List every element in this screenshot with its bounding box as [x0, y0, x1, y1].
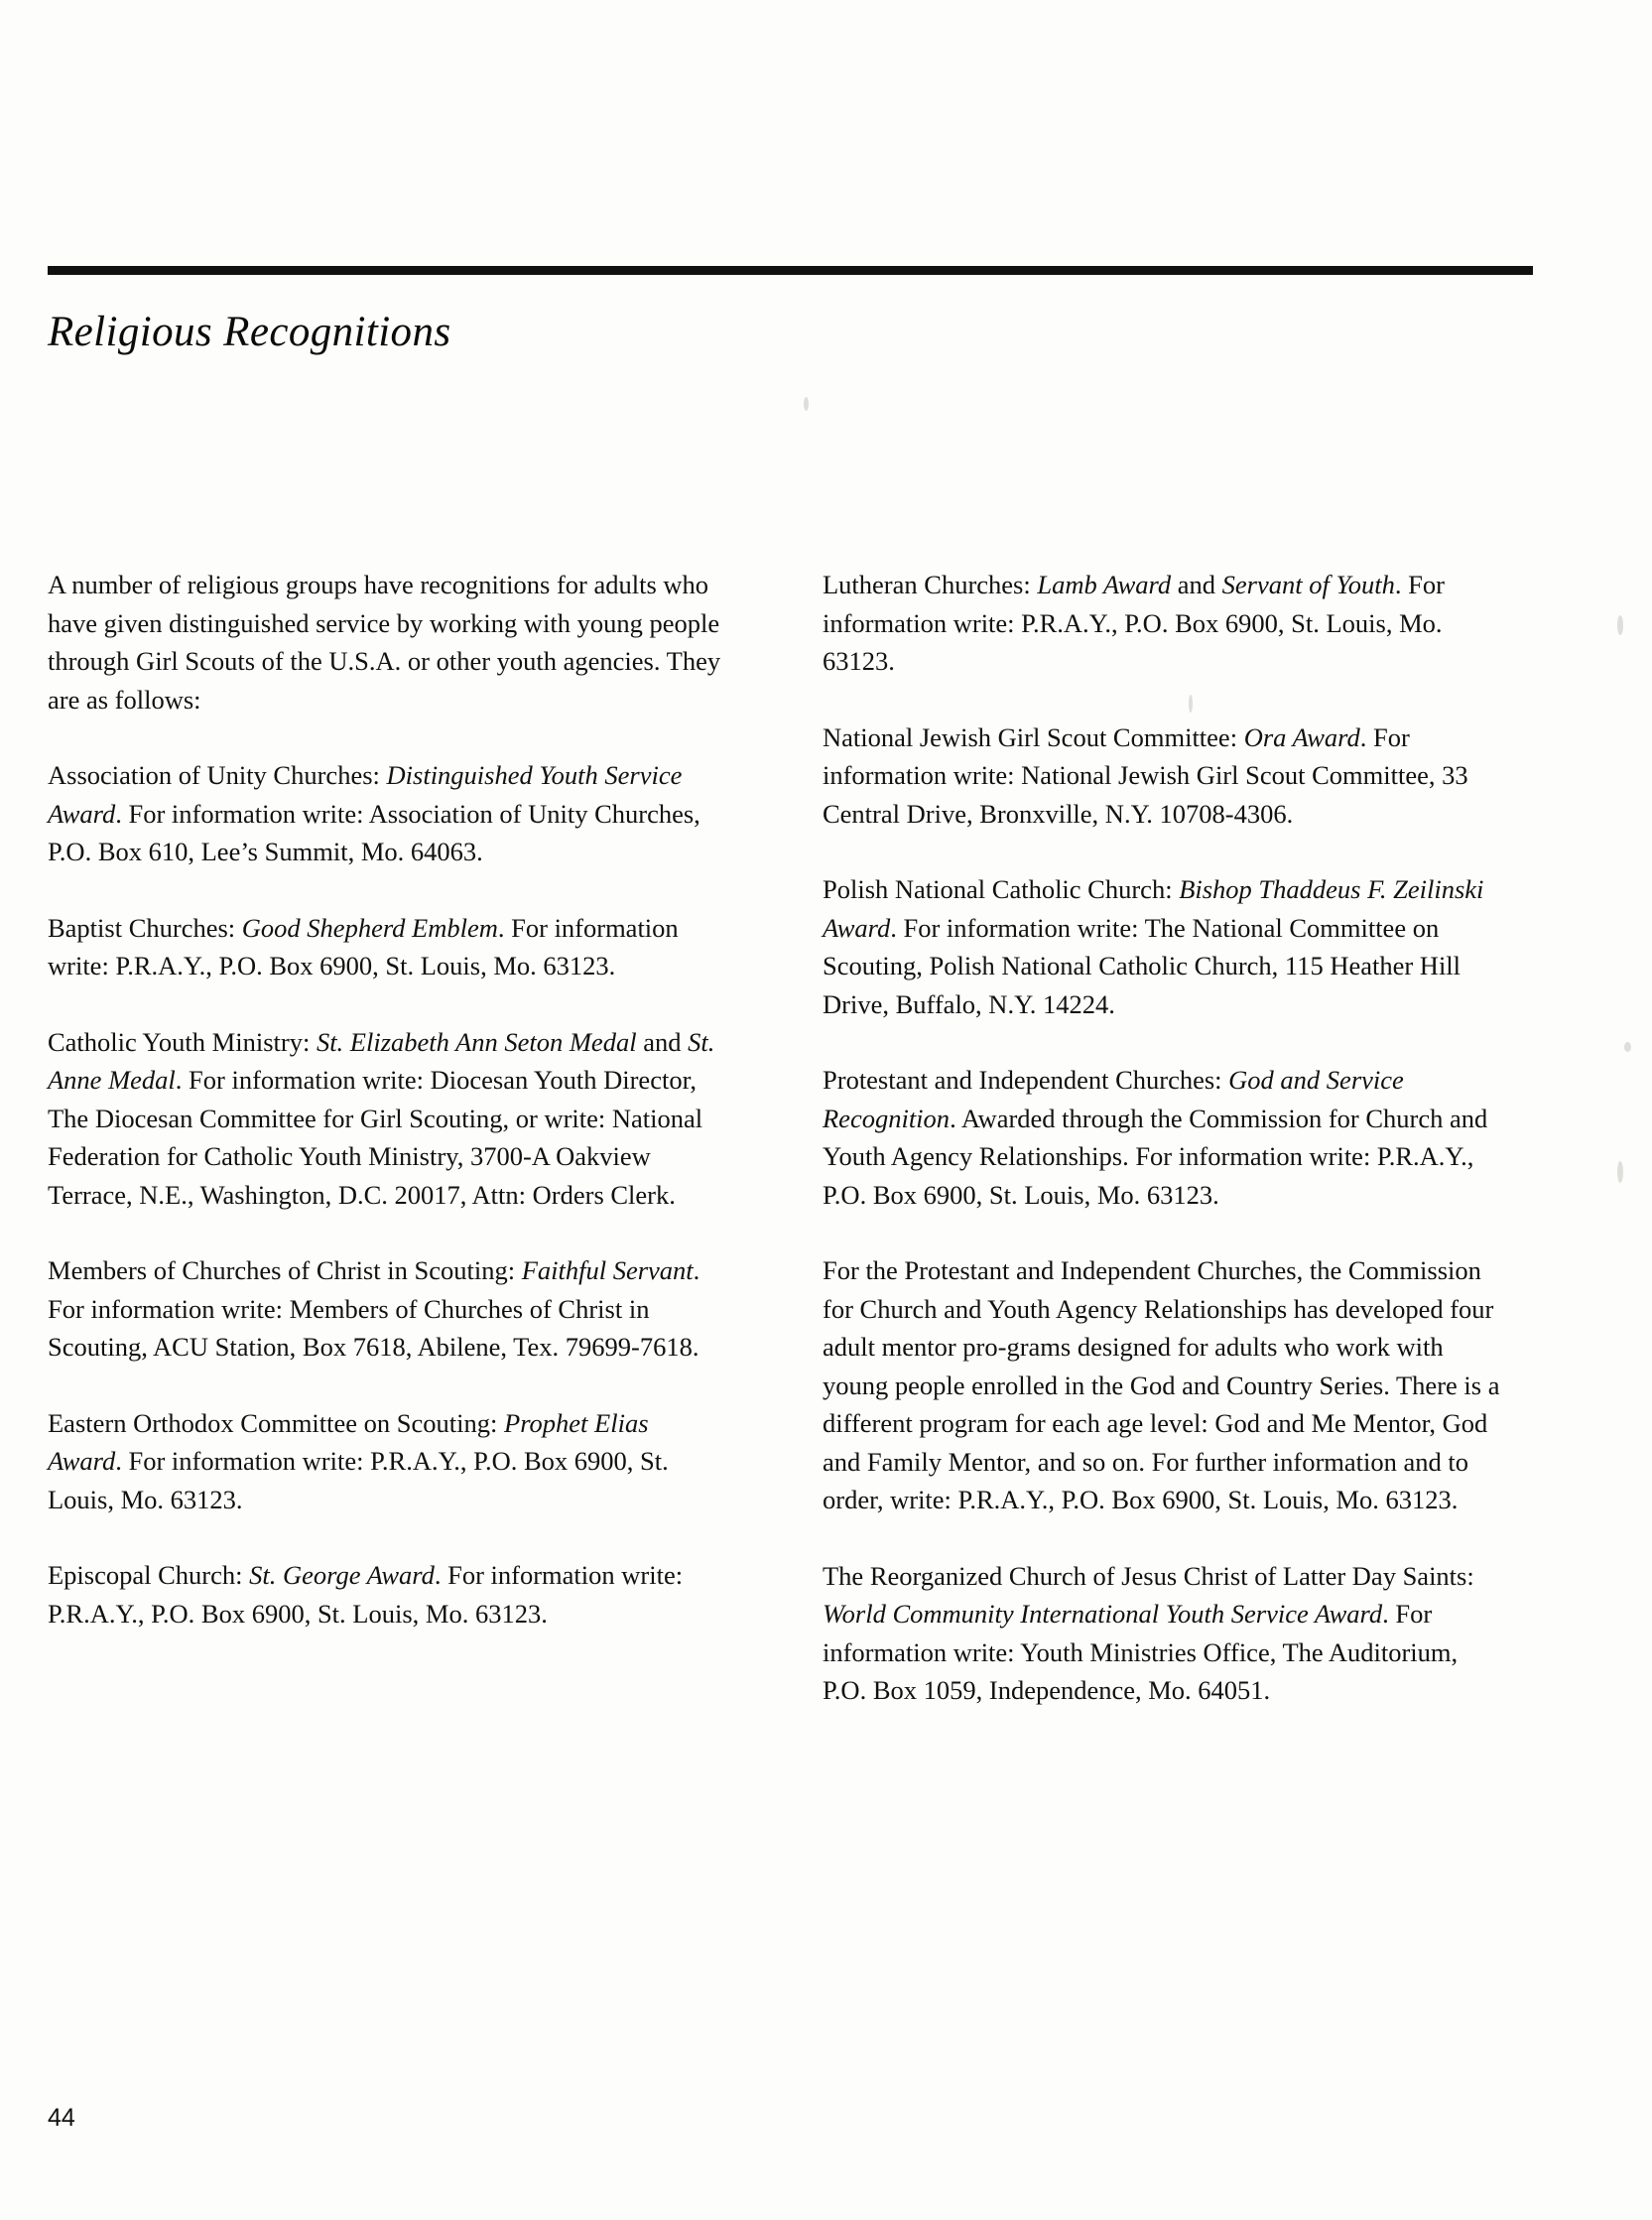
paragraph-text: Polish National Catholic Church:: [823, 874, 1180, 904]
paragraph-text: National Jewish Girl Scout Committee:: [823, 721, 1244, 752]
award-name: Servant of Youth: [1221, 570, 1395, 599]
paragraph-text: . For information write: P.R.A.Y., P.O. Box 6900, St. Louis, Mo. 63123.: [823, 570, 1445, 676]
paragraph-text: Protestant and Independent Churches:: [823, 1065, 1229, 1095]
award-name: Faithful Servant: [521, 1255, 694, 1285]
body-paragraph: [48, 1251, 727, 1367]
page-number: 44: [48, 2104, 75, 2132]
body-columns: [48, 566, 1536, 1710]
paragraph-text: . For information write: Youth Ministries Office, The Auditorium, P.O. Box 1059, Independence, Mo. 64051.: [823, 1599, 1459, 1705]
award-name: St. Elizabeth Ann Seton Medal: [316, 1026, 637, 1057]
paper-speck: [1617, 1161, 1623, 1183]
award-name: Ora Award: [1243, 721, 1360, 752]
body-paragraph: [48, 566, 727, 718]
paragraph-text: . For information write: P.R.A.Y., P.O. Box 6900, St. Louis, Mo. 63123.: [48, 912, 679, 980]
paragraph-text: Episcopal Church:: [48, 1560, 250, 1590]
paper-speck: [1617, 615, 1623, 635]
award-name: Bishop Thaddeus F. Zeilinski Award: [823, 874, 1484, 943]
paragraph-text: Catholic Youth Ministry:: [48, 1026, 317, 1057]
body-paragraph: [823, 870, 1502, 1023]
paragraph-text: Eastern Orthodox Committee on Scouting:: [48, 1407, 505, 1438]
header-rule: [48, 266, 1533, 275]
body-paragraph: [823, 566, 1502, 681]
paper-speck: [804, 397, 809, 411]
paragraph-text: The Reorganized Church of Jesus Christ of Latter Day Saints:: [823, 1560, 1474, 1591]
award-name: Lamb Award: [1037, 570, 1172, 599]
award-name: Good Shepherd Emblem: [241, 912, 498, 943]
page-title: Religious Recognitions: [48, 309, 451, 355]
paragraph-text: . For information write: National Jewish Girl Scout Committee, 33 Central Drive, Bronxville, N.Y. 10708-4306.: [823, 721, 1468, 829]
body-paragraph: [48, 1404, 727, 1519]
body-paragraph: [48, 756, 727, 871]
paragraph-text: Lutheran Churches:: [823, 570, 1038, 599]
body-paragraph: [48, 909, 727, 985]
paragraph-text: . For information write: The National Committee on Scouting, Polish National Catholic Church, 115 Heather Hill Drive, Buffalo, N.Y. 14224.: [823, 912, 1461, 1019]
paragraph-text: . For information write: Members of Churches of Christ in Scouting, ACU Station, Box 7618, Abilene, Tex. 79699-7618.: [48, 1255, 700, 1362]
paragraph-text: . For information write: P.R.A.Y., P.O. Box 6900, St. Louis, Mo. 63123.: [48, 1560, 684, 1629]
body-paragraph: [823, 1251, 1502, 1519]
paragraph-text: . For information write: Diocesan Youth Director, The Diocesan Committee for Girl Scouting, or write: National Federation for Catholic Youth Ministry, 3700-A Oakview Terrace, N.E., Washington, D.C. 20017, Attn: Orders Clerk.: [48, 1065, 703, 1210]
award-name: St. Anne Medal: [48, 1026, 715, 1095]
paragraph-text: Members of Churches of Christ in Scouting:: [48, 1255, 522, 1285]
paragraph-text: Baptist Churches:: [48, 912, 242, 943]
paragraph-text: and: [1171, 570, 1222, 599]
body-paragraph: [48, 1023, 727, 1215]
body-paragraph: [823, 1061, 1502, 1214]
column-right: [823, 566, 1502, 1710]
paragraph-text: and: [636, 1026, 689, 1057]
award-name: World Community International Youth Service Award: [823, 1599, 1383, 1629]
paragraph-text: . For information write: Association of Unity Churches, P.O. Box 610, Lee’s Summit, Mo. 64063.: [48, 798, 700, 866]
paragraph-text: Association of Unity Churches:: [48, 760, 387, 790]
award-name: Prophet Elias Award: [48, 1407, 649, 1476]
paragraph-text: A number of religious groups have recognitions for adults who have given distinguished service by working with young people through Girl Scouts of the U.S.A. or other youth agencies. They are as follows:: [48, 570, 721, 715]
award-name: God and Service Recognition: [823, 1065, 1404, 1133]
body-paragraph: [823, 1557, 1502, 1710]
paper-speck: [1624, 1042, 1631, 1052]
column-left: [48, 566, 727, 1710]
award-name: Distinguished Youth Service Award: [48, 760, 683, 829]
paragraph-text: . Awarded through the Commission for Church and Youth Agency Relationships. For information write: P.R.A.Y., P.O. Box 6900, St. Louis, Mo. 63123.: [823, 1103, 1488, 1210]
body-paragraph: [48, 1556, 727, 1632]
paragraph-text: For the Protestant and Independent Churches, the Commission for Church and Youth Agency Relationships has developed four adult mentor pro-grams designed for adults who work with young people enrolled in the God and Country Series. There is a different program for each age level: God and Me Mentor, God and Family Mentor, and so on. For further information and to order, write: P.R.A.Y., P.O. Box 6900, St. Louis, Mo. 63123.: [823, 1255, 1500, 1514]
paper-speck: [1189, 695, 1193, 713]
body-paragraph: [823, 718, 1502, 834]
award-name: St. George Award: [249, 1560, 435, 1590]
paragraph-text: . For information write: P.R.A.Y., P.O. Box 6900, St. Louis, Mo. 63123.: [48, 1446, 669, 1514]
